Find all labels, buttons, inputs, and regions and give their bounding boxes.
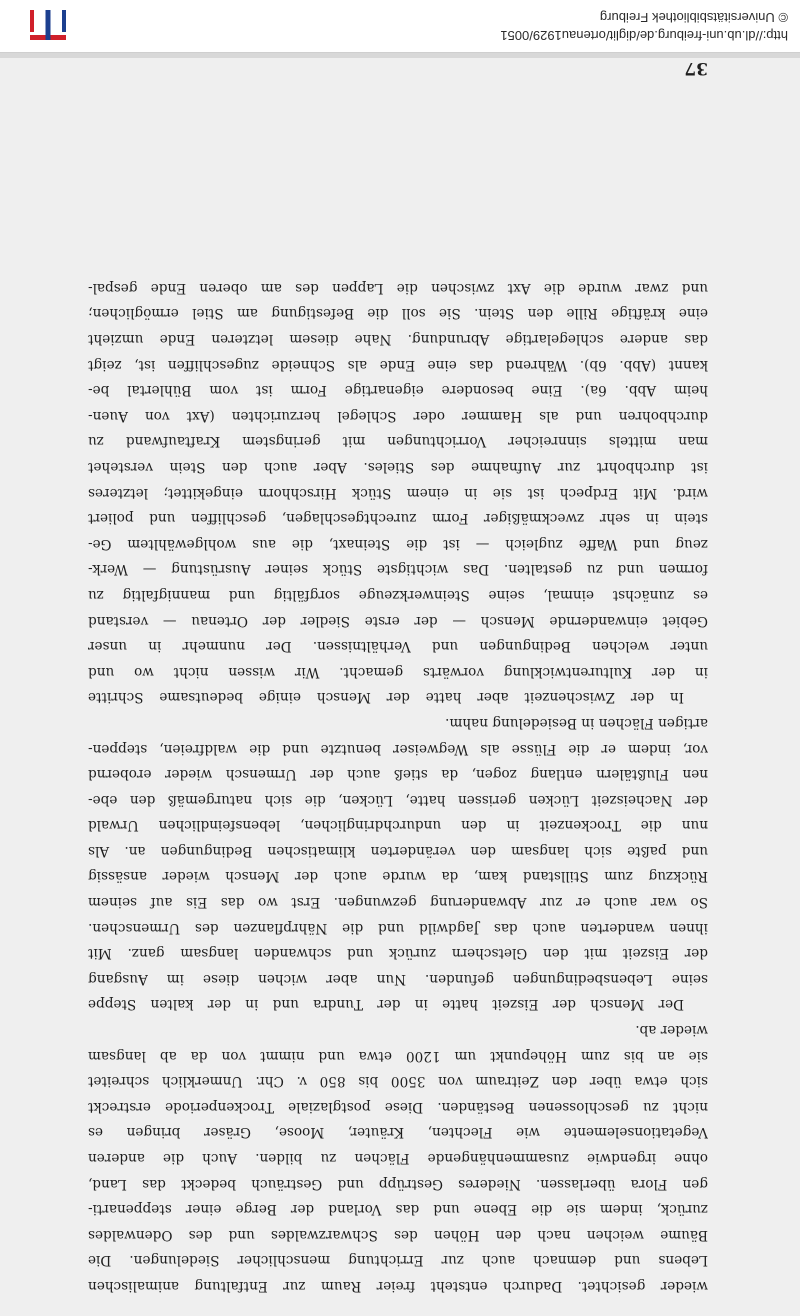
- text-line: Rückzug zum Stillstand kam, da wurde auch der Mensch wieder ansässig: [88, 868, 708, 885]
- text-line: Bäume weichen nach den Höhen des Schwarzwaldes und des Odenwaldes: [88, 1226, 708, 1243]
- text-line: wieder ab.: [635, 1022, 708, 1039]
- text-line: wieder gesichtet. Dadurch entsteht freier Raum zur Entfaltung animalischen: [88, 1278, 708, 1294]
- text-line: kannt (Abb. 6b). Während das eine Ende als Schneide zugeschliffen ist, zeigt: [88, 356, 708, 373]
- text-line: vor, indem er die Flüsse als Wegweiser benutzte und die waldfreien, steppen-: [88, 740, 708, 757]
- text-line: es zunächst einmal, seine Steinwerkzeuge sorgfältig und mannigfaltig zu: [88, 586, 708, 603]
- text-line: Vegetationselemente wie Flechten, Kräuter, Moose, Gräser bringen es: [88, 1124, 708, 1141]
- university-library-logo-icon: [26, 6, 70, 46]
- text-line: eine kräftige Rille den Stein. Sie soll die Befestigung am Stiel ermöglichen;: [88, 305, 708, 322]
- text-line: der Eiszeit mit den Gletschern zurück und schwanden langsam ganz. Mit: [88, 945, 708, 962]
- text-line: So war auch er zur Abwanderung gezwungen. Erst wo das Eis auf seinem: [88, 894, 708, 911]
- text-line: stein in sehr zweckmäßiger Form zurechtgeschlagen, geschliffen und poliert: [88, 510, 708, 527]
- text-line: wird. Mit Erdpech ist sie in einem Stück Hirschhorn eingekittet; letzteres: [88, 484, 708, 501]
- text-line: ihnen wanderten auch das Jagdwild und die Nährpflanzen des Urmenschen.: [88, 919, 708, 936]
- text-line: nun die Trockenzeit in den undurchdringlichen, lebensfeindlichen Urwald: [88, 817, 708, 834]
- text-line: Gebiet einwandernde Mensch — der erste Siedler der Ortenau — verstand: [88, 612, 708, 629]
- copyright-notice: © Universitätsbibliothek Freiburg: [599, 10, 788, 25]
- text-line: ohne irgendwie zusammenhängende Flächen zu bilden. Auch die anderen: [88, 1150, 708, 1167]
- text-line: und paßte sich langsam den veränderten klimatischen Bedingungen an. Als: [88, 842, 708, 859]
- text-line: sie an bis zum Höhepunkt um 1200 etwa und nimmt von da ab langsam: [88, 1047, 708, 1064]
- text-line: heim Abb. 6a). Eine besondere eigenartige Form ist vom Bühlertal be-: [88, 382, 708, 399]
- text-line: seine Lebensbedingungen gefunden. Nun aber wichen diese im Ausgang: [88, 970, 708, 987]
- text-line: das andere schlegelartige Abrundung. Nahe diesem letzteren Ende umzieht: [88, 331, 708, 348]
- text-line: gen Flora überlassen. Niederes Gestrüpp und Gesträuch bedeckt das Land,: [88, 1175, 708, 1192]
- text-line: artigen Flächen in Besiedelung nahm.: [445, 714, 708, 731]
- text-line: nicht zu geschlossenen Beständen. Diese postglaziale Trockenperiode erstreckt: [88, 1098, 708, 1115]
- text-line: Lebens und demnach auch zur Errichtung menschlicher Siedelungen. Die: [88, 1252, 708, 1269]
- text-line: in der Kulturentwicklung vorwärts gemacht. Wir wissen nicht wo und: [88, 663, 708, 680]
- text-line: man mittels sinnreicher Vorrichtungen mit geringstem Kraftaufwand zu: [88, 433, 708, 450]
- text-line: zurück, indem sie die Ebene und das Vorland der Berge einer steppenarti-: [88, 1201, 708, 1218]
- scanned-page: [0, 52, 800, 1316]
- text-line: formen und zu gestalten. Das wichtigste Stück seiner Ausrüstung — Werk-: [88, 561, 708, 578]
- text-line: sich etwa über den Zeitraum von 3500 bis 850 v. Chr. Unmerklich schreitet: [88, 1073, 708, 1090]
- text-line: durchbohren und als Hammer oder Schlegel herzurichten (Axt von Auen-: [88, 407, 708, 424]
- text-line: nen Flußtälern entlang zogen, da stieß auch der Urmensch wieder erobernd: [88, 766, 708, 783]
- page-body-text: [88, 274, 708, 1298]
- text-line: der Nacheiszeit Lücken gerissen hatte, Lücken, die sich naturgemäß den ebe-: [88, 791, 708, 808]
- text-line: zeug und Waffe zugleich — ist die Steinaxt, die aus wohlgewähltem Ge-: [88, 535, 708, 552]
- source-url-link[interactable]: http://dl.ub.uni-freiburg.de/diglit/ortenau1929/0051: [500, 28, 788, 43]
- text-line: ist durchbohrt zur Aufnahme des Stieles. Aber auch den Stein verstehet: [88, 459, 708, 475]
- text-line: unter welchen Bedingungen und Verhältnissen. Der nunmehr in unser: [88, 638, 708, 655]
- library-footer-bar: [0, 0, 800, 53]
- page-number: 37: [684, 58, 708, 78]
- footer-info: [500, 8, 788, 44]
- text-line: In der Zwischenzeit aber hatte der Mensch einige bedeutsame Schritte: [88, 689, 684, 706]
- text-line: Der Mensch der Eiszeit hatte in der Tundra und in der kalten Steppe: [88, 996, 684, 1013]
- text-line: und zwar wurde die Axt zwischen die Lappen des am oberen Ende gespal-: [88, 279, 708, 296]
